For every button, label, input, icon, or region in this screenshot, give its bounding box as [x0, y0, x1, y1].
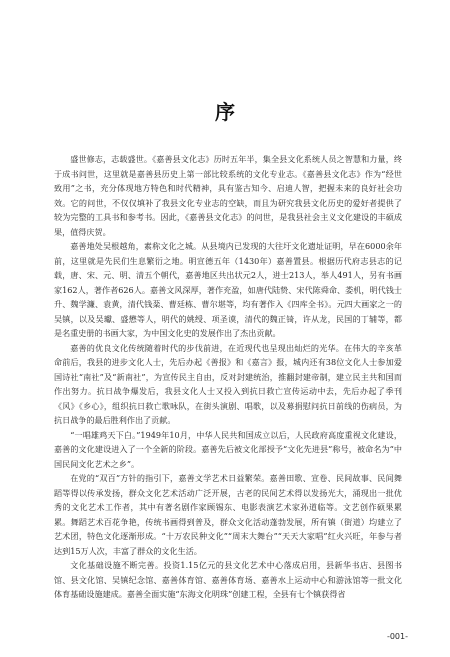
- paragraph: 嘉善的优良文化传统随着时代的步伐前进，在近现代也呈现出灿烂的光华。在伟大的辛亥革命前后，我县的进步文化人士，先后办起《善报》和《嘉言》报，城内还有38位文化人士参加爱国诗社“南社”及“新南社”，为宣传民主自由，反对封建统治，推翻封建帝制，建立民主共和国而作出努力。抗日战争爆发后，我县文化人士又投入到抗日救亡宣传运动中去，先后办起了季刊《风》《乡心》，组织抗日救亡歌咏队，在街头演剧、唱歌，以及募捐慰问抗日前线的伤病员，为抗日战争的最后胜利作出了贡献。: [54, 342, 402, 425]
- paragraph: “一唱雄鸡天下白。”1949年10月，中华人民共和国成立以后，人民政府高度重视文化建设，嘉善的文化建设进入了一个全新的阶段。嘉善先后被文化部授予“文化先进县”称号，被命名为“中国民间文化艺术之乡”。: [54, 429, 402, 469]
- page-number: -001-: [386, 632, 408, 641]
- paragraph: 文化基础设施不断完善。投资1.15亿元的县文化艺术中心落成启用，县新华书店、县图书馆、县文化馆、吴镇纪念馆、嘉善体育馆、嘉善体育场、嘉善水上运动中心和游泳馆等一批文化体育基础设施建成。嘉善全面实施“东海文化明珠”创建工程，全县有七个镇获得省: [54, 560, 402, 599]
- preface-body: [54, 152, 402, 602]
- paragraph: 嘉善地处吴根越角，素称文化之城。从县境内已发现的大往圩文化遗址证明，早在6000余年前，这里就是先民们生息繁衍之地。明宣德五年（1430年）嘉善置县。根据历代府志县志的记载，唐、宋、元、明、清五个朝代，嘉善地区共出状元2人，进士213人，举人491人，另有书画家162人，著作者626人。嘉善文风深厚，著作充盈，如唐代陆贽、宋代陈舜命、娄机，明代钱士升、魏学濂、袁黄，清代钱棻、曹廷栋、曹尔堪等，均有著作入《四库全书》。元四大画家之一的吴镇，以及吴瓛、盛懋等人，明代的姚绶、项圣谟，清代的魏正锜，许从龙，民国的丁辅等，都是名重史册的书画大家，为中国文化史的发展作出了杰出贡献。: [54, 241, 402, 338]
- paragraph: 在党的“双百”方针的指引下，嘉善文学艺术日益繁荣。嘉善田歌、宣卷、民间故事、民间舞蹈等得以传承发扬，群众文化艺术活动广泛开展，古老的民间艺术得以发扬光大，涌现出一批优秀的文化艺术工作者，其中有著名剧作家顾锡东、电影表演艺术家孙道临等。文艺创作硕果累累。舞蹈艺术百花争艳，传统书画得到普及，群众文化活动蓬勃发展，所有镇（街道）均建立了艺术团，特色文化逐渐形成。“十万农民种文化”“周末大舞台”“天天大家唱”红火兴旺，年参与者达到15万人次，丰富了群众的文化生活。: [54, 473, 402, 556]
- paragraph: 盛世修志，志载盛世。《嘉善县文化志》历时五年半，集全县文化系统人员之智慧和力量，终于成书问世，这里就是嘉善县历史上第一部比较系统的文化专业志。《嘉善县文化志》作为“经世致用”之书，充分体现地方特色和时代精神，具有鉴古知今、启迪人智，把握未来的良好社会功效。它的问世，不仅仅填补了我县文化专业志的空缺，而且为研究我县文化历史的爱好者提供了较为完整的工具书和参考书。因此，《嘉善县文化志》的问世，是我县社会主义文化建设的丰硕成果，值得庆贺。: [54, 154, 402, 237]
- page-title: 序: [215, 100, 235, 124]
